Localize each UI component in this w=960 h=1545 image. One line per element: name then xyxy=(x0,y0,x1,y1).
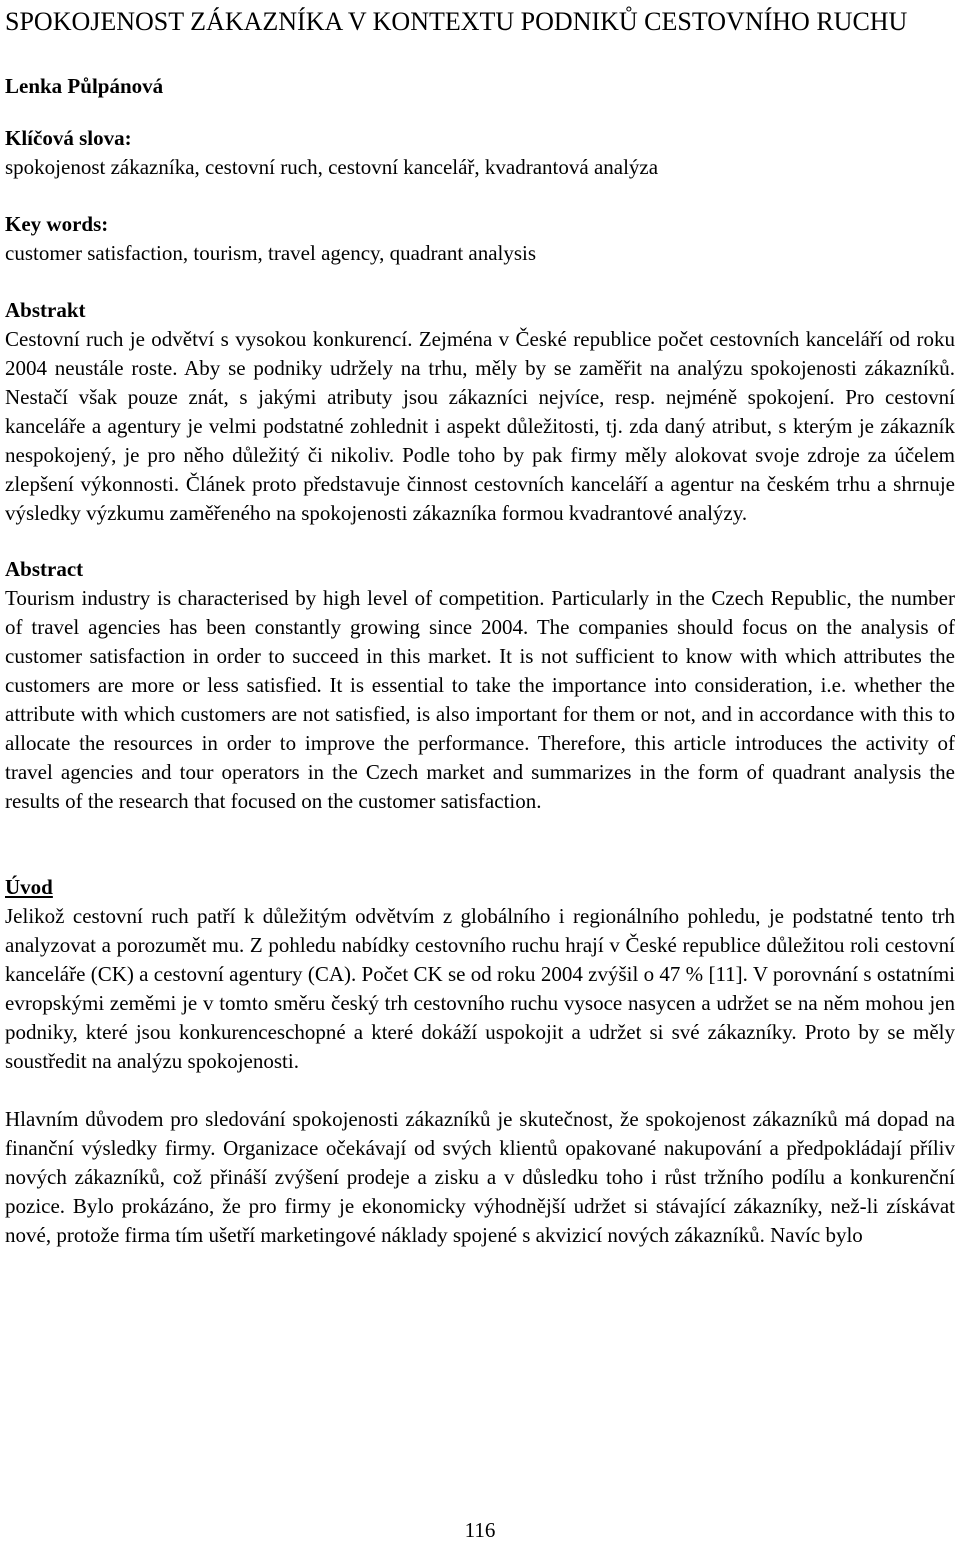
introduction-paragraph-2: Hlavním důvodem pro sledování spokojenosti zákazníků je skutečnost, že spokojenost zákazníků má dopad na finanční výsledky firmy. Organizace očekávají od svých klientů opakované nakupování a předpokládají příliv nových zákazníků, což přináší zvýšení prodeje a zisku a v důsledku toho i růst tržního podílu a konkurenční pozice. Bylo prokázáno, že pro firmy je ekonomicky výhodnější udržet si stávající zákazníky, než-li získávat nové, protože firma tím ušetří marketingové náklady spojené s akvizicí nových zákazníků. Navíc bylo xyxy=(5,1107,955,1247)
keywords-en-section xyxy=(5,210,955,268)
introduction-section xyxy=(5,873,955,1250)
introduction-heading: Úvod xyxy=(5,875,53,899)
keywords-cz-text: spokojenost zákazníka, cestovní ruch, cestovní kancelář, kvadrantová analýza xyxy=(5,155,659,179)
keywords-cz-label: Klíčová slova: xyxy=(5,126,132,150)
abstract-cz-section xyxy=(5,296,955,528)
author-name: Lenka Půlpánová xyxy=(5,74,164,98)
document-page xyxy=(5,0,955,1250)
abstract-en-label: Abstract xyxy=(5,557,84,581)
keywords-cz-section xyxy=(5,124,955,182)
keywords-en-text: customer satisfaction, tourism, travel agency, quadrant analysis xyxy=(5,241,537,265)
keywords-en-label: Key words: xyxy=(5,212,109,236)
abstract-cz-text: Cestovní ruch je odvětví s vysokou konkurencí. Zejména v České republice počet cestovních kanceláří od roku 2004 neustále roste. Aby se podniky udržely na trhu, měly by se zaměřit na analýzu spokojenosti zákazníků. Nestačí však pouze znát, s jakými atributy jsou zákazníci nejvíce, resp. nejméně spokojení. Pro cestovní kanceláře a agentury je velmi podstatné zohlednit i aspekt důležitosti, tj. zda daný atribut, s kterým je zákazník nespokojený, je pro něho důležitý či nikoliv. Podle toho by pak firmy měly alokovat svoje zdroje za účelem zlepšení výkonnosti. Článek proto představuje činnost cestovních kanceláří a agentur na českém trhu a shrnuje výsledky výzkumu zaměřeného na spokojenosti zákazníka formou kvadrantové analýzy. xyxy=(5,327,955,525)
paper-title: SPOKOJENOST ZÁKAZNÍKA V KONTEXTU PODNIKŮ CESTOVNÍHO RUCHU xyxy=(5,7,908,36)
abstract-cz-label: Abstrakt xyxy=(5,298,86,322)
introduction-paragraph-1: Jelikož cestovní ruch patří k důležitým odvětvím z globálního i regionálního pohledu, je podstatné tento trh analyzovat a porozumět mu. Z pohledu nabídky cestovního ruchu hrají v České republice důležitou roli cestovní kanceláře (CK) a cestovní agentury (CA). Počet CK se od roku 2004 zvýšil o 47 % [11]. V porovnání s ostatními evropskými zeměmi je v tomto směru český trh cestovního ruchu vysoce nasycen a udržet se na něm mohou jen podniky, které jsou konkurenceschopné a které dokáží uspokojit a udržet si své zákazníky. Proto by se měly soustředit na analýzu spokojenosti. xyxy=(5,904,955,1073)
abstract-en-text: Tourism industry is characterised by high level of competition. Particularly in the Czech Republic, the number of travel agencies has been constantly growing since 2004. The companies should focus on the analysis of customer satisfaction in order to succeed in this market. It is not sufficient to know with which attributes the customers are more or less satisfied. It is essential to take the importance into consideration, i.e. whether the attribute with which customers are not satisfied, is also important for them or not, and in accordance with this to allocate the resources in order to improve the performance. Therefore, this article introduces the activity of travel agencies and tour operators in the Czech market and summarizes in the form of quadrant analysis the results of the research that focused on the customer satisfaction. xyxy=(5,586,955,813)
abstract-en-section xyxy=(5,555,955,816)
page-number: 116 xyxy=(464,1518,496,1542)
